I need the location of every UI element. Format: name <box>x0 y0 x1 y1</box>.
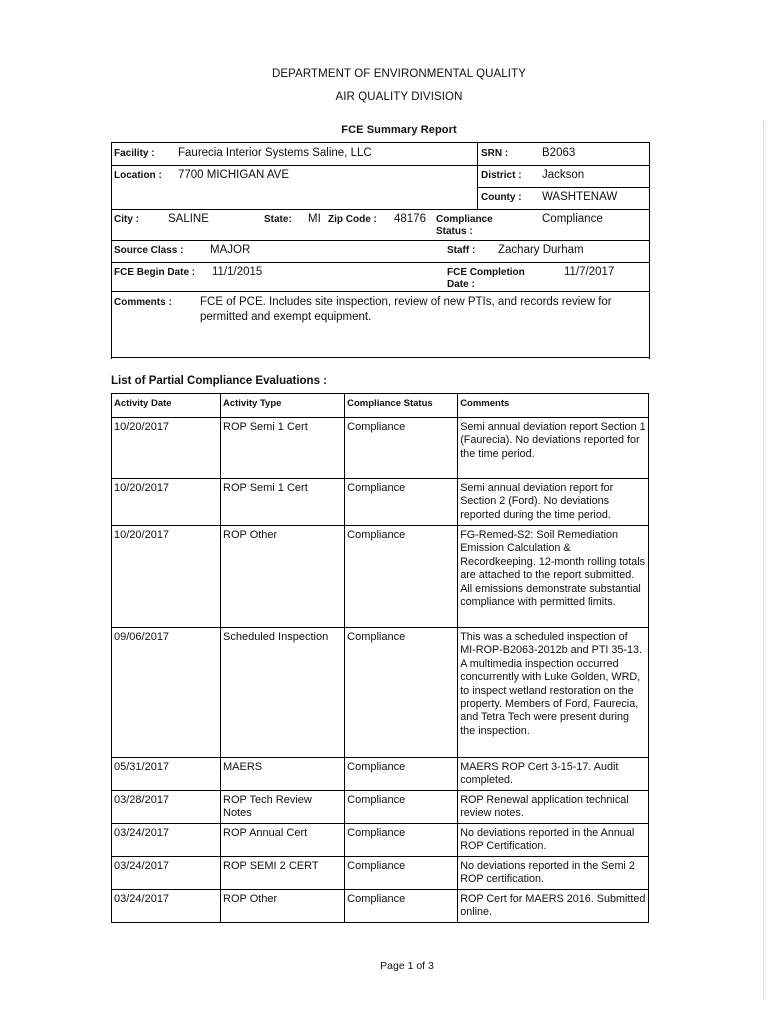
activity-date-cell: 03/24/2017 <box>112 824 221 857</box>
column-header-compliance-status: Compliance Status <box>345 394 458 418</box>
activity-type-cell: MAERS <box>221 758 345 791</box>
comments-cell: This was a scheduled inspection of MI-ROP-B2063-2012b and PTI 35-13. A multimedia inspection occurred concurrently with Luke Golden, WRD, to inspect wetland restoration on the property. Members of Ford, Faurecia, and Tetra Tech were present during the inspection. <box>458 628 649 758</box>
fce-begin-value: 11/1/2015 <box>212 266 263 278</box>
table-row <box>112 418 649 479</box>
county-label: County : <box>481 192 522 203</box>
summary-bottom-rule <box>111 357 649 358</box>
activity-date-cell: 03/24/2017 <box>112 857 221 890</box>
comments-line-1: FCE of PCE. Includes site inspection, review of new PTIs, and records review for <box>200 296 612 308</box>
page-number: Page 1 of 3 <box>380 960 434 972</box>
scan-edge <box>763 120 764 1000</box>
srn-label: SRN : <box>481 148 509 159</box>
activity-type-cell: ROP Annual Cert <box>221 824 345 857</box>
staff-label: Staff : <box>447 245 476 256</box>
district-label: District : <box>481 170 522 181</box>
comments-cell: ROP Cert for MAERS 2016. Submitted online. <box>458 890 649 923</box>
pce-list-title: List of Partial Compliance Evaluations : <box>111 375 327 387</box>
zip-value: 48176 <box>394 213 426 225</box>
activity-type-cell: ROP Other <box>221 526 345 628</box>
compliance-status-cell: Compliance <box>345 791 458 824</box>
comments-cell: MAERS ROP Cert 3-15-17. Audit completed. <box>458 758 649 791</box>
comments-cell: FG-Remed-S2: Soil Remediation Emission Calculation & Recordkeeping. 12-month rolling totals are attached to the report submitted. All emissions demonstrate substantial compliance with permitted limits. <box>458 526 649 628</box>
activity-date-cell: 10/20/2017 <box>112 526 221 628</box>
table-row <box>112 758 649 791</box>
compliance-status-label-2: Status : <box>436 226 473 237</box>
compliance-status-cell: Compliance <box>345 479 458 526</box>
comments-cell: Semi annual deviation report Section 1 (Faurecia). No deviations reported for the time period. <box>458 418 649 479</box>
compliance-status-cell: Compliance <box>345 824 458 857</box>
state-label: State: <box>264 214 292 225</box>
source-class-value: MAJOR <box>210 244 251 256</box>
table-row <box>112 890 649 923</box>
location-value: 7700 MICHIGAN AVE <box>178 169 289 181</box>
compliance-status-value: Compliance <box>542 213 603 225</box>
district-value: Jackson <box>542 169 585 181</box>
activity-type-cell: ROP Semi 1 Cert <box>221 418 345 479</box>
location-label: Location : <box>114 170 162 181</box>
activity-date-cell: 10/20/2017 <box>112 479 221 526</box>
compliance-status-label: Compliance <box>436 214 493 225</box>
comments-label: Comments : <box>114 297 172 308</box>
compliance-status-cell: Compliance <box>345 418 458 479</box>
activity-date-cell: 10/20/2017 <box>112 418 221 479</box>
compliance-status-cell: Compliance <box>345 758 458 791</box>
zip-label: Zip Code : <box>328 214 377 225</box>
table-row <box>112 526 649 628</box>
comments-cell: Semi annual deviation report for Section 2 (Ford). No deviations reported during the time period. <box>458 479 649 526</box>
column-header-activity-date: Activity Date <box>112 394 221 418</box>
activity-date-cell: 03/24/2017 <box>112 890 221 923</box>
activity-type-cell: ROP Tech Review Notes <box>221 791 345 824</box>
comments-cell: No deviations reported in the Semi 2 ROP certification. <box>458 857 649 890</box>
activity-type-cell: ROP Other <box>221 890 345 923</box>
table-row <box>112 857 649 890</box>
city-value: SALINE <box>168 213 209 225</box>
activity-type-cell: Scheduled Inspection <box>221 628 345 758</box>
comments-cell: ROP Renewal application technical review notes. <box>458 791 649 824</box>
fce-completion-value: 11/7/2017 <box>564 266 615 278</box>
state-value: MI <box>308 213 321 225</box>
fce-begin-label: FCE Begin Date : <box>114 267 196 278</box>
source-class-label: Source Class : <box>114 245 184 256</box>
activity-type-cell: ROP Semi 1 Cert <box>221 479 345 526</box>
compliance-status-cell: Compliance <box>345 857 458 890</box>
pce-table <box>111 393 649 923</box>
pce-table-header-row <box>112 394 649 418</box>
compliance-status-cell: Compliance <box>345 526 458 628</box>
comments-line-2: permitted and exempt equipment. <box>200 311 372 323</box>
activity-date-cell: 09/06/2017 <box>112 628 221 758</box>
comments-cell: No deviations reported in the Annual ROP Certification. <box>458 824 649 857</box>
department-heading: DEPARTMENT OF ENVIRONMENTAL QUALITY <box>272 68 526 80</box>
county-value: WASHTENAW <box>542 191 618 203</box>
activity-date-cell: 03/28/2017 <box>112 791 221 824</box>
facility-label: Facility : <box>114 148 155 159</box>
table-row <box>112 824 649 857</box>
activity-type-cell: ROP SEMI 2 CERT <box>221 857 345 890</box>
report-title: FCE Summary Report <box>341 124 457 136</box>
staff-value: Zachary Durham <box>498 244 584 256</box>
table-row <box>112 628 649 758</box>
city-label: City : <box>114 214 139 225</box>
table-row <box>112 791 649 824</box>
column-header-activity-type: Activity Type <box>221 394 345 418</box>
compliance-status-cell: Compliance <box>345 890 458 923</box>
fce-completion-label: FCE Completion <box>447 267 525 278</box>
table-row <box>112 479 649 526</box>
activity-date-cell: 05/31/2017 <box>112 758 221 791</box>
fce-summary-box <box>111 142 650 359</box>
compliance-status-cell: Compliance <box>345 628 458 758</box>
fce-completion-label-2: Date : <box>447 279 475 290</box>
division-heading: AIR QUALITY DIVISION <box>335 91 463 103</box>
facility-value: Faurecia Interior Systems Saline, LLC <box>178 147 372 159</box>
srn-value: B2063 <box>542 147 576 159</box>
column-header-comments: Comments <box>458 394 649 418</box>
